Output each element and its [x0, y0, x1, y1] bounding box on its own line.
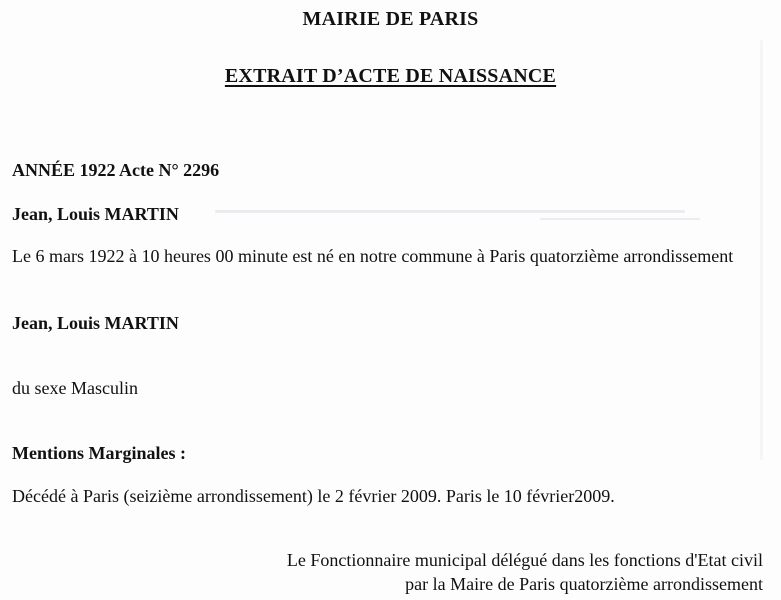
scan-mark — [540, 218, 700, 220]
signature-line-2: par la Maire de Paris quatorzième arrondissement — [405, 574, 763, 594]
document-title — [0, 65, 781, 88]
mentions-text: Décédé à Paris (seizième arrondissement) le 2 février 2009. Paris le 10 février2009. — [12, 486, 615, 506]
mentions-heading: Mentions Marginales : — [12, 443, 186, 463]
signature-line-1: Le Fonctionnaire municipal délégué dans les fonctions d'Etat civil — [286, 550, 763, 570]
year-act-number: ANNÉE 1922 Acte N° 2296 — [12, 160, 220, 180]
institution-title: MAIRIE DE PARIS — [302, 8, 479, 30]
sex-statement: du sexe Masculin — [12, 378, 138, 398]
name-repeat: Jean, Louis MARTIN — [12, 313, 179, 333]
scan-mark — [215, 210, 685, 213]
document-title-text: EXTRAIT D’ACTE DE NAISSANCE — [224, 65, 557, 87]
name-heading: Jean, Louis MARTIN — [12, 204, 179, 224]
birth-statement: Le 6 mars 1922 à 10 heures 00 minute est né en notre commune à Paris quatorzième arrondissement — [12, 246, 734, 266]
